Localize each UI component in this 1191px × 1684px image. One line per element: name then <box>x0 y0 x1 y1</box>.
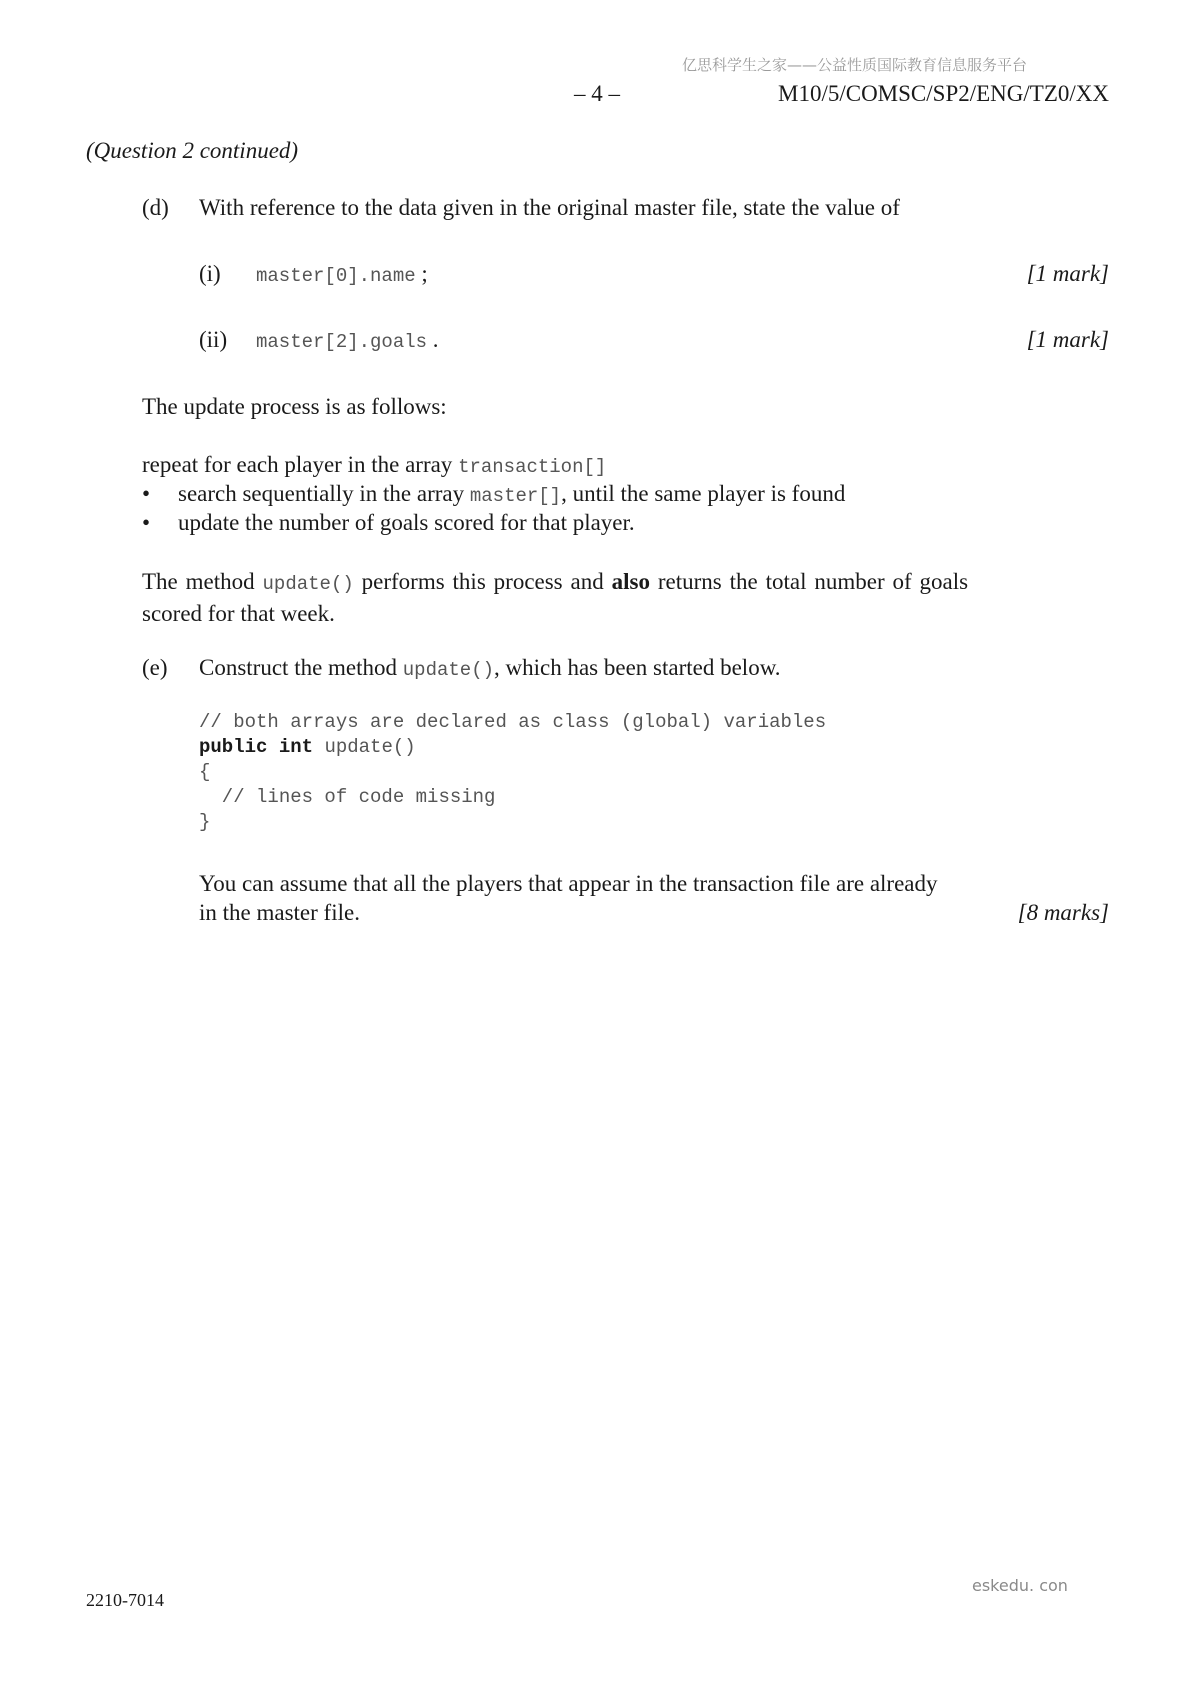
code-keyword: public <box>199 736 268 758</box>
para-text: performs this process and <box>361 569 604 594</box>
para-bold: also <box>611 569 650 594</box>
footer-code: 2210-7014 <box>86 1590 164 1610</box>
marks-e: [8 marks] <box>1017 900 1109 925</box>
code-signature: update() <box>324 736 416 758</box>
part-e-label: (e) <box>142 655 168 680</box>
repeat-line <box>142 452 606 478</box>
code-brace: { <box>199 761 211 783</box>
part-e-text <box>199 655 781 681</box>
code-brace: } <box>199 811 211 833</box>
part-e-after: , which has been started below. <box>494 655 781 680</box>
bullet-symbol: • <box>142 481 151 506</box>
bullet-text-after: , until the same player is found <box>561 481 846 506</box>
marks-d-ii: [1 mark] <box>1026 327 1109 352</box>
assumption-line-1: You can assume that all the players that appear in the transaction file are already <box>199 871 938 896</box>
part-d-ii-label: (ii) <box>199 327 228 352</box>
part-d-ii-question <box>256 327 439 353</box>
part-e-before: Construct the method <box>199 655 398 680</box>
code-block <box>199 710 826 835</box>
assumption-line-2: in the master file. <box>199 900 360 925</box>
code-inline: update() <box>402 659 494 681</box>
para-text: The method <box>142 569 255 594</box>
punctuation: . <box>432 327 439 352</box>
watermark-header: 亿思科学生之家——公益性质国际教育信息服务平台 <box>682 56 1028 74</box>
code-keyword: int <box>278 736 314 758</box>
code-inline: update() <box>262 573 354 595</box>
code-inline: transaction[] <box>458 456 607 478</box>
question-continued-label: (Question 2 continued) <box>86 138 299 163</box>
code-inline: master[2].goals <box>256 331 428 353</box>
part-d-label: (d) <box>142 195 169 220</box>
footer-site: eskedu. con <box>972 1576 1068 1595</box>
marks-d-i: [1 mark] <box>1026 261 1109 286</box>
code-missing: // lines of code missing <box>199 786 496 808</box>
repeat-text: repeat for each player in the array <box>142 452 453 477</box>
part-d-i-question <box>256 261 428 287</box>
code-inline: master[0].name <box>256 265 416 287</box>
paper-code: M10/5/COMSC/SP2/ENG/TZ0/XX <box>778 81 1109 106</box>
part-d-text: With reference to the data given in the original master file, state the value of <box>199 195 900 220</box>
bullet-symbol: • <box>142 510 151 535</box>
bullet-text: search sequentially in the array <box>178 481 465 506</box>
page-number: – 4 – <box>574 81 620 106</box>
process-intro: The update process is as follows: <box>142 394 447 419</box>
para-text: returns the total number of goals scored for that week. <box>142 569 969 626</box>
method-paragraph <box>142 567 968 628</box>
bullet-item <box>178 481 845 507</box>
part-d-i-label: (i) <box>199 261 221 286</box>
punctuation: ; <box>421 261 428 286</box>
code-inline: master[] <box>469 485 562 507</box>
bullet-item: update the number of goals scored for that player. <box>178 510 635 535</box>
code-comment: // both arrays are declared as class (global) variables <box>199 711 827 733</box>
